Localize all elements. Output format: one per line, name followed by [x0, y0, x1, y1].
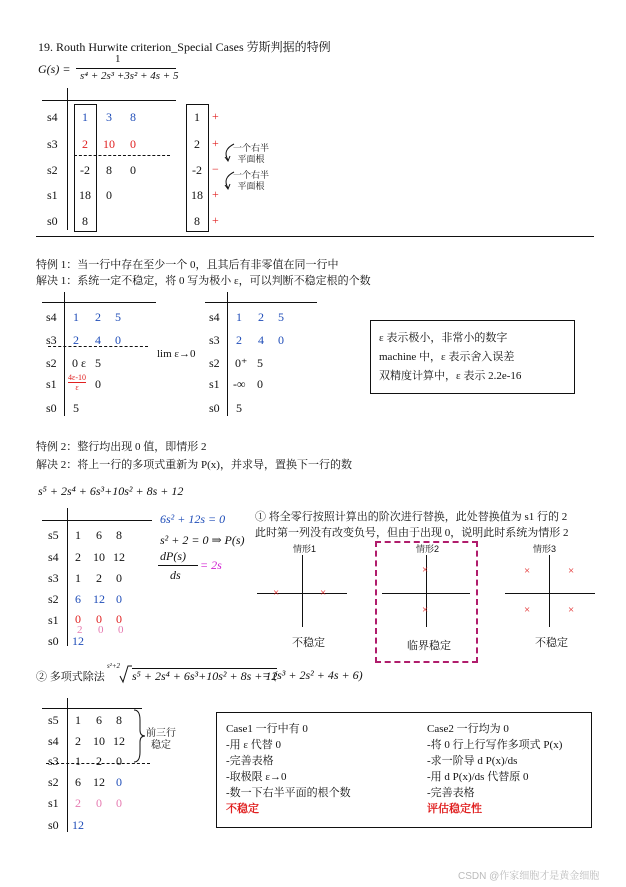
limit-label: lim ε→0 — [157, 348, 196, 360]
cell: 1 — [82, 110, 88, 124]
cell: 2 — [82, 137, 88, 151]
row-label: s3 — [47, 137, 58, 151]
tf-numerator: 1 — [115, 53, 121, 65]
cell: 0 — [106, 188, 112, 202]
summary-box: Case1 一行中有 0 -用 ε 代替 0 -完善表格 -取极限 ε→0 -数一下右半平面的根个数 不稳定 Case2 一行均为 0 -将 0 行上行写作多项式 P(x) -求一阶导 d P(x)/ds -用 d P(x)/ds 代替原 0 -完善表格 评估稳定性 — [216, 712, 592, 828]
row-label: s2 — [47, 163, 58, 177]
division-label: ② 多项式除法 — [36, 671, 105, 683]
first-col-cell: 2 — [194, 137, 200, 151]
cell: 3 — [106, 110, 112, 124]
case1-desc: 特例 1：当一行中存在至少一个 0，且其后有非零值在同一行中 — [36, 259, 339, 271]
first-col-cell: -2 — [192, 163, 202, 177]
brace-icon — [132, 708, 146, 764]
note-rhp-1: 一个右半 平面根 — [233, 143, 270, 164]
derivative-num: dP(s) — [160, 549, 186, 563]
sign: + — [212, 109, 219, 123]
cell: 0 — [130, 163, 136, 177]
row-label: s0 — [47, 214, 58, 228]
sign: + — [212, 187, 219, 201]
watermark: CSDN @作家细胞才是黄金细胞 — [458, 871, 600, 882]
derivative-den: ds — [170, 568, 181, 582]
cell: 8 — [130, 110, 136, 124]
sign: + — [212, 136, 219, 150]
brace-note: 前三行 稳定 — [146, 728, 176, 751]
sign: − — [212, 162, 219, 176]
long-division-icon — [118, 664, 132, 684]
cell: 8 — [106, 163, 112, 177]
derivative-rhs: = 2s — [200, 558, 222, 572]
cell: -2 — [80, 163, 90, 177]
divisor: s²+2 — [107, 662, 121, 670]
cell: 18 — [79, 188, 91, 202]
section-divider — [36, 236, 594, 237]
case2-solution: 解决 2：将上一行的多项式重新为 P(x)，并求导，置换下一行的数 — [36, 459, 352, 471]
first-col-cell: 8 — [194, 214, 200, 228]
case2-desc: 特例 2：整行均出现 0 值，即情形 2 — [36, 441, 207, 453]
first-col-cell: 1 — [194, 110, 200, 124]
case2-polynomial: s⁵ + 2s⁴ + 6s³+10s² + 8s + 12 — [38, 484, 184, 498]
epsilon-fraction: 4ε-10 ε — [68, 373, 87, 392]
case1-solution: 解决 1：系统一定不稳定，将 0 写为极小 ε，可以判断不稳定根的个数 — [36, 275, 371, 287]
quotient: = (s³ + 2s² + 4s + 6) — [262, 668, 363, 682]
epsilon-note-box: ε 表示极小，非常小的数字 machine 中，ε 表示舍入误差 双精度计算中，ε 表示 2.2e-16 — [370, 320, 575, 394]
sign: + — [212, 213, 219, 227]
row-label: s4 — [47, 110, 58, 124]
dividend: s⁵ + 2s⁴ + 6s³+10s² + 8s + 12 — [132, 669, 278, 683]
cell: 10 — [103, 137, 115, 151]
row-label: s1 — [47, 188, 58, 202]
remark-line2: 此时第一列没有改变负号，但由于出现 0，说明此时系统为情形 2 — [255, 527, 569, 539]
page-title: 19. Routh Hurwite criterion_Special Cases 劳斯判据的特例 — [38, 40, 331, 54]
aux-eq-2: s² + 2 = 0 ⇒ P(s) — [160, 533, 245, 547]
aux-eq-1: 6s² + 12s = 0 — [160, 512, 226, 526]
tf-lhs: G(s) = — [38, 62, 71, 76]
first-col-cell: 18 — [191, 188, 203, 202]
note-rhp-2: 一个右半 平面根 — [233, 170, 270, 191]
cell: 8 — [82, 214, 88, 228]
tf-denominator: s⁴ + 2s³ +3s² + 4s + 5 — [80, 70, 179, 82]
remark-line1: ① 将全零行按照计算出的阶次进行替换，此处替换值为 s1 行的 2 — [255, 511, 568, 523]
cell: 0 — [130, 137, 136, 151]
